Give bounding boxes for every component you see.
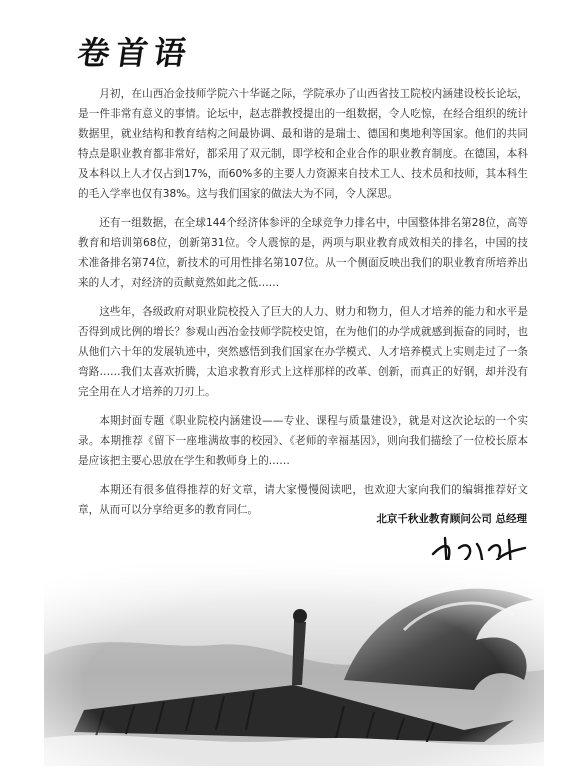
paragraph-2: 还有一组数据，在全球144个经济体参评的全球竞争力排名中，中国整体排名第28位，高等教育和培训第68位，创新第31位。令人震惊的是，两项与职业教育成效相关的排名，中国的技术准备排名第74位，新技术的可用性排名第107位。从一个侧面反映出我们的职业教育所培养出来的人才，对经济的贡献竟然如此之低…… [78, 217, 528, 289]
paragraph-1: 月初，在山西冶金技师学院六十华诞之际，学院承办了山西省技工院校内涵建设校长论坛，是一件非常有意义的事情。论坛中，赵志群教授提出的一组数据，令人吃惊，在经合组织的统计数据里，就业结构和教育结构之间最协调、最和谐的是瑞士、德国和奥地利等国家。他们的共同特点是职业教育都非常好，都采用了双元制，即学校和企业合作的职业教育制度。在德国，本科及本科以上人才仅占到17%，而60%多的主要人力资源来自技术工人、技术员和技师，其本科生的毛入学率也仅有38%。这与我们国家的做法大为不同，令人深思。 [78, 88, 528, 200]
page-title: 卷首语 [75, 34, 195, 72]
signer-title: 北京千秋业教育顾问公司 总经理 [376, 513, 527, 525]
dragon-boat-artwork [44, 560, 544, 766]
editorial-body [78, 84, 528, 529]
paragraph-3: 这些年，各级政府对职业院校投入了巨大的人力、财力和物力，但人才培养的能力和水平是否得到成比例的增长？参观山西冶金技师学院校史馆，在为他们的办学成就感到振奋的同时，也从他们六十年的发展轨迹中，突然感悟到我们国家在办学模式、人才培养模式上实则走过了一条弯路……我们太喜欢折腾，太追求教育形式上这样那样的改革、创新，而真正的好钢，却并没有完全用在人才培养的刀刃上。 [78, 306, 528, 398]
paragraph-4: 本期封面专题《职业院校内涵建设——专业、课程与质量建设》，就是对这次论坛的一个实录。本期推荐《留下一座堆满故事的校园》、《老师的幸福基因》，则向我们描绘了一位校长原本是应该把主要心思放在学生和教师身上的…… [78, 415, 528, 467]
paragraph-5: 本期还有很多值得推荐的好文章，请大家慢慢阅读吧，也欢迎大家向我们的编辑推荐好文章，从而可以分享给更多的教育同仁。 [78, 484, 528, 516]
